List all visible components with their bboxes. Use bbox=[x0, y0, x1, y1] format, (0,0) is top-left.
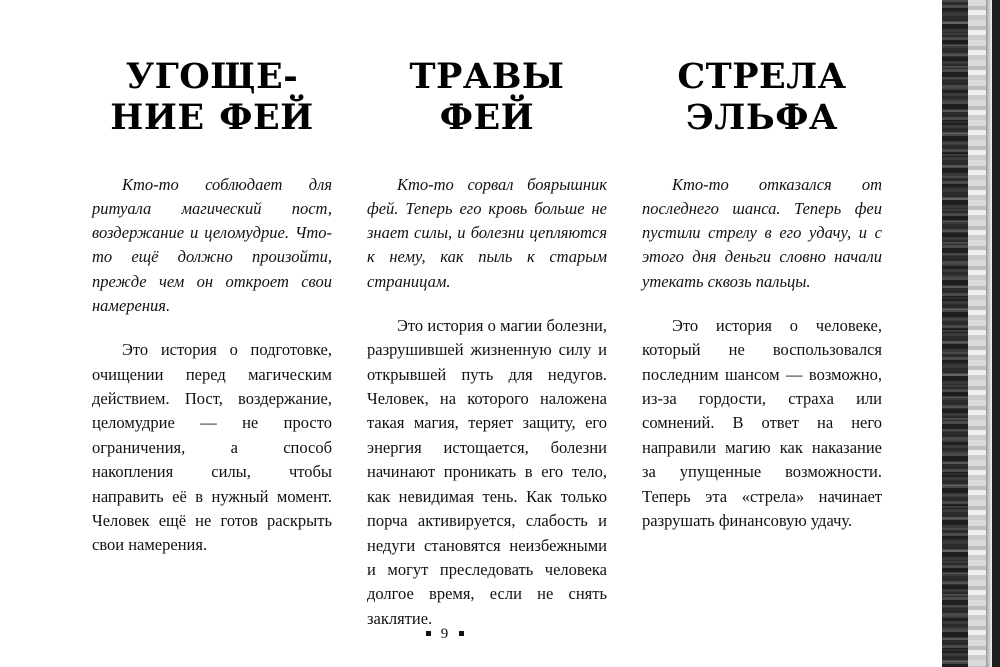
column-body-paragraph: Это история о человеке, который не воспользовался последним шансом — возможно, из-за гордости, страха или сомнений. В ответ на него направили магию как наказание за упущенные возможности. Теперь эта «стрела» начинает разрушать финансовую удачу. bbox=[642, 315, 882, 531]
column-body-paragraph: Это история о подготовке, очищении перед магическим действием. Пост, воздержание, целомудрие — не просто ограничения, а способ накопления силы, чтобы направить её в нужный момент. Человек ещё не готов раскрыть свои намерения. bbox=[92, 340, 332, 555]
binding-outer-dark-edge bbox=[992, 0, 1000, 667]
binding-dark-ornament-band bbox=[942, 0, 968, 667]
binding-light-band bbox=[968, 0, 986, 667]
page-columns bbox=[92, 56, 882, 628]
folio-dot-right-icon bbox=[459, 631, 464, 636]
folio-dot-left-icon bbox=[426, 631, 431, 636]
column-title: ТРАВЫ ФЕЙ bbox=[409, 56, 565, 139]
column-body-paragraph: Это история о магии болезни, разрушившей жизненную силу и открывшей путь для недугов. Человек, на которого наложена такая магия, теряет защиту, его энергия истощается, болезни начинают проникать в его тело, как невидимая тень. Как только порча активируется, слабость и недуги становятся неизбежными и могут преследовать человека долгое время, если не снять заклятие. bbox=[367, 315, 607, 628]
column-title: СТРЕЛА ЭЛЬФА bbox=[677, 56, 847, 139]
binding-margin bbox=[934, 0, 942, 667]
book-binding-edge bbox=[934, 0, 1000, 667]
column-title: УГОЩЕ-НИЕ ФЕЙ bbox=[110, 56, 314, 139]
column-ugoshchenie-fey bbox=[92, 56, 332, 616]
page-folio bbox=[0, 626, 890, 643]
column-lead-paragraph: Кто-то сорвал боярышник фей. Теперь его кровь больше не знает силы, и болезни цепляются к нему, как пыль к старым страницам. bbox=[367, 174, 607, 291]
column-lead-paragraph: Кто-то отказался от последнего шанса. Теперь феи пустили стрелу в его удачу, и с этого дня деньги словно начали утекать сквозь пальцы. bbox=[642, 174, 882, 291]
column-travy-fey bbox=[367, 56, 607, 628]
column-lead-paragraph: Кто-то соблюдает для ритуала магический пост, воздержание и целомудрие. Что-то ещё должно произойти, прежде чем он откроет свои намерения. bbox=[92, 174, 332, 315]
column-strela-elfa bbox=[642, 56, 882, 616]
page-number: 9 bbox=[440, 626, 450, 642]
